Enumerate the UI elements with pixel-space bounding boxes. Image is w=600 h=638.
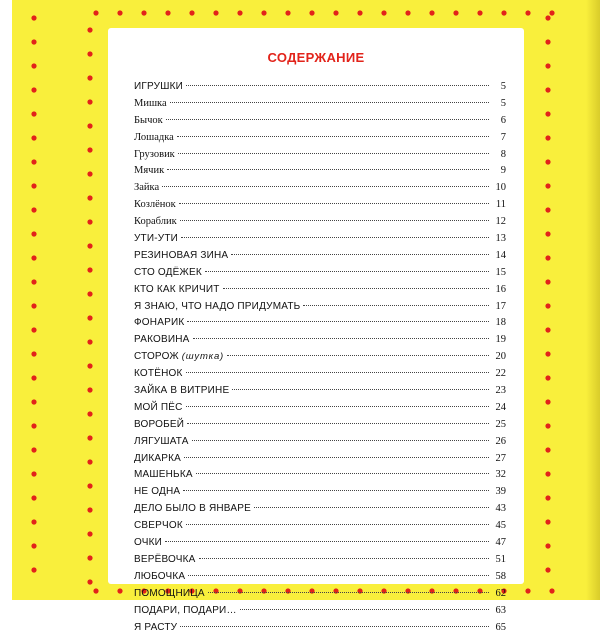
toc-entry-label: РЕЗИНОВАЯ ЗИНА bbox=[134, 250, 228, 261]
border-dot bbox=[31, 495, 36, 500]
border-dot bbox=[213, 10, 218, 15]
toc-page-number: 43 bbox=[492, 503, 506, 514]
border-dot bbox=[93, 10, 98, 15]
border-dot bbox=[165, 10, 170, 15]
toc-entry-title bbox=[134, 149, 175, 160]
border-dot bbox=[545, 327, 550, 332]
border-dot bbox=[87, 459, 92, 464]
toc-entry-label: ЛЮБОЧКА bbox=[134, 571, 185, 582]
border-dot bbox=[357, 10, 362, 15]
toc-entry bbox=[134, 486, 506, 503]
toc-entry bbox=[134, 334, 506, 351]
toc-page-number: 14 bbox=[492, 250, 506, 261]
toc-entry-label: Мячик bbox=[134, 165, 164, 176]
toc-page-number: 13 bbox=[492, 233, 506, 244]
border-dot bbox=[285, 10, 290, 15]
toc-entry-label: Лошадка bbox=[134, 132, 174, 143]
border-dot bbox=[87, 435, 92, 440]
dot-leader bbox=[187, 321, 489, 322]
toc-entry-title bbox=[134, 301, 300, 312]
toc-entry bbox=[134, 98, 506, 115]
toc-entry-title bbox=[134, 317, 184, 328]
toc-page-number: 39 bbox=[492, 486, 506, 497]
toc-entry bbox=[134, 149, 506, 166]
border-dot bbox=[87, 531, 92, 536]
toc-entry-title bbox=[134, 469, 193, 480]
toc-entry-note: (шутка) bbox=[182, 351, 224, 362]
toc-page-number: 27 bbox=[492, 453, 506, 464]
border-dot bbox=[117, 588, 122, 593]
border-dot bbox=[87, 267, 92, 272]
toc-entry-label: ФОНАРИК bbox=[134, 317, 184, 328]
border-dot bbox=[31, 303, 36, 308]
border-dot bbox=[501, 10, 506, 15]
border-dot bbox=[87, 339, 92, 344]
dot-leader bbox=[232, 389, 489, 390]
dot-leader bbox=[231, 254, 489, 255]
toc-entry-label: КОТЁНОК bbox=[134, 368, 183, 379]
toc-entry-label: КТО КАК КРИЧИТ bbox=[134, 284, 220, 295]
toc-entry-title bbox=[134, 233, 178, 244]
dot-leader bbox=[227, 355, 489, 356]
toc-page-number: 51 bbox=[492, 554, 506, 565]
dot-leader bbox=[183, 490, 489, 491]
border-dot bbox=[545, 15, 550, 20]
toc-entry-label: Кораблик bbox=[134, 216, 177, 227]
dot-leader bbox=[223, 288, 489, 289]
dot-leader bbox=[181, 237, 489, 238]
border-dot bbox=[117, 10, 122, 15]
toc-entry bbox=[134, 469, 506, 486]
border-dot bbox=[87, 75, 92, 80]
border-dot bbox=[261, 10, 266, 15]
border-dot bbox=[87, 363, 92, 368]
border-dot bbox=[31, 543, 36, 548]
toc-entry-title bbox=[134, 385, 229, 396]
border-dot bbox=[31, 279, 36, 284]
border-dot bbox=[545, 63, 550, 68]
toc-entry-label: Бычок bbox=[134, 115, 163, 126]
toc-entry-label: Зайка bbox=[134, 182, 159, 193]
toc-page-number: 16 bbox=[492, 284, 506, 295]
toc-entry-label: Грузовик bbox=[134, 149, 175, 160]
dot-leader bbox=[186, 372, 490, 373]
contents-panel bbox=[108, 28, 524, 584]
dot-leader bbox=[177, 136, 489, 137]
toc-page-number: 45 bbox=[492, 520, 506, 531]
toc-entry bbox=[134, 453, 506, 470]
toc-page-number: 19 bbox=[492, 334, 506, 345]
border-dot bbox=[87, 171, 92, 176]
toc-entry-title bbox=[134, 588, 205, 599]
toc-entry-title bbox=[134, 622, 177, 633]
toc-entry-title bbox=[134, 520, 183, 531]
border-dot bbox=[453, 10, 458, 15]
toc-entry bbox=[134, 605, 506, 622]
toc-entry-label: ВЕРЁВОЧКА bbox=[134, 554, 196, 565]
toc-entry bbox=[134, 81, 506, 98]
dot-leader bbox=[192, 440, 489, 441]
border-dot bbox=[545, 567, 550, 572]
toc-entry-label: ИГРУШКИ bbox=[134, 81, 183, 92]
border-dot bbox=[87, 99, 92, 104]
border-dot bbox=[545, 495, 550, 500]
toc-entry-title bbox=[134, 250, 228, 261]
border-dot bbox=[31, 519, 36, 524]
toc-entry-title bbox=[134, 554, 196, 565]
toc-entry bbox=[134, 267, 506, 284]
toc-entry-title bbox=[134, 453, 181, 464]
toc-entry bbox=[134, 554, 506, 571]
toc-entry-title bbox=[134, 115, 163, 126]
border-dot bbox=[87, 147, 92, 152]
toc-entry bbox=[134, 233, 506, 250]
border-dot bbox=[87, 243, 92, 248]
toc-entry bbox=[134, 317, 506, 334]
dot-leader bbox=[167, 169, 489, 170]
border-dot bbox=[381, 10, 386, 15]
border-dot bbox=[545, 303, 550, 308]
toc-entry bbox=[134, 250, 506, 267]
border-dot bbox=[87, 123, 92, 128]
border-dot bbox=[477, 10, 482, 15]
border-dot bbox=[31, 63, 36, 68]
toc-entry bbox=[134, 537, 506, 554]
toc-entry bbox=[134, 622, 506, 638]
toc-entry-label: СТОРОЖ bbox=[134, 351, 179, 362]
border-dot bbox=[525, 588, 530, 593]
toc-entry-label: МОЙ ПЁС bbox=[134, 402, 183, 413]
dot-leader bbox=[208, 592, 489, 593]
toc-page-number: 62 bbox=[492, 588, 506, 599]
toc-entry-label: Я ЗНАЮ, ЧТО НАДО ПРИДУМАТЬ bbox=[134, 301, 300, 312]
border-dot bbox=[545, 135, 550, 140]
toc-entry bbox=[134, 571, 506, 588]
border-dot bbox=[87, 411, 92, 416]
border-dot bbox=[237, 10, 242, 15]
border-dot bbox=[31, 255, 36, 260]
border-dot bbox=[545, 231, 550, 236]
border-dot bbox=[429, 10, 434, 15]
toc-entry-label: Мишка bbox=[134, 98, 167, 109]
toc-entry-title bbox=[134, 182, 159, 193]
border-dot bbox=[31, 87, 36, 92]
dot-leader bbox=[196, 473, 489, 474]
toc-page-number: 58 bbox=[492, 571, 506, 582]
border-dot bbox=[31, 375, 36, 380]
border-dot bbox=[545, 279, 550, 284]
dot-leader bbox=[205, 271, 489, 272]
dot-leader bbox=[170, 102, 489, 103]
toc-entry bbox=[134, 199, 506, 216]
toc-entry-label: НЕ ОДНА bbox=[134, 486, 180, 497]
border-dot bbox=[31, 423, 36, 428]
toc-entry-title bbox=[134, 98, 167, 109]
toc-entry-label: ОЧКИ bbox=[134, 537, 162, 548]
toc-page-number: 6 bbox=[492, 115, 506, 126]
border-dot bbox=[31, 39, 36, 44]
border-dot bbox=[87, 51, 92, 56]
dot-leader bbox=[240, 609, 489, 610]
border-dot bbox=[87, 387, 92, 392]
toc-page-number: 22 bbox=[492, 368, 506, 379]
toc-entry bbox=[134, 132, 506, 149]
toc-entry-label: СВЕРЧОК bbox=[134, 520, 183, 531]
border-dot bbox=[405, 10, 410, 15]
toc-entry-label: ДЕЛО БЫЛО В ЯНВАРЕ bbox=[134, 503, 251, 514]
border-dot bbox=[549, 10, 554, 15]
border-dot bbox=[87, 483, 92, 488]
toc-page-number: 25 bbox=[492, 419, 506, 430]
dot-leader bbox=[254, 507, 489, 508]
border-dot bbox=[31, 351, 36, 356]
toc-entry-label: ЛЯГУШАТА bbox=[134, 436, 189, 447]
toc-entry bbox=[134, 503, 506, 520]
border-dot bbox=[545, 471, 550, 476]
toc-entry bbox=[134, 351, 506, 368]
table-of-contents bbox=[134, 81, 506, 638]
dot-leader bbox=[199, 558, 489, 559]
border-dot bbox=[525, 10, 530, 15]
toc-page-number: 65 bbox=[492, 622, 506, 633]
toc-page-number: 11 bbox=[492, 199, 506, 210]
border-dot bbox=[309, 10, 314, 15]
border-dot bbox=[31, 567, 36, 572]
border-dot bbox=[545, 375, 550, 380]
toc-entry-title bbox=[134, 284, 220, 295]
toc-entry-title bbox=[134, 503, 251, 514]
page-title: СОДЕРЖАНИЕ bbox=[108, 50, 524, 65]
toc-entry bbox=[134, 436, 506, 453]
border-dot bbox=[545, 255, 550, 260]
toc-entry-title bbox=[134, 402, 183, 413]
dot-leader bbox=[188, 575, 489, 576]
toc-entry-label: УТИ-УТИ bbox=[134, 233, 178, 244]
toc-page-number: 15 bbox=[492, 267, 506, 278]
toc-entry bbox=[134, 301, 506, 318]
border-dot bbox=[87, 195, 92, 200]
border-dot bbox=[87, 219, 92, 224]
toc-entry-label: ПОДАРИ, ПОДАРИ… bbox=[134, 605, 237, 616]
toc-page-number: 18 bbox=[492, 317, 506, 328]
toc-page-number: 5 bbox=[492, 81, 506, 92]
toc-page-number: 7 bbox=[492, 132, 506, 143]
dot-leader bbox=[180, 220, 489, 221]
border-dot bbox=[31, 231, 36, 236]
border-dot bbox=[545, 159, 550, 164]
border-dot bbox=[545, 519, 550, 524]
toc-entry-label: Козлёнок bbox=[134, 199, 176, 210]
dot-leader bbox=[186, 85, 489, 86]
dot-leader bbox=[187, 423, 489, 424]
border-dot bbox=[545, 87, 550, 92]
dot-leader bbox=[193, 338, 489, 339]
toc-entry bbox=[134, 385, 506, 402]
toc-entry-label: ПОМОЩНИЦА bbox=[134, 588, 205, 599]
dot-leader bbox=[166, 119, 489, 120]
toc-entry-title bbox=[134, 436, 189, 447]
toc-page-number: 47 bbox=[492, 537, 506, 548]
border-dot bbox=[545, 111, 550, 116]
toc-entry bbox=[134, 182, 506, 199]
border-dot bbox=[31, 399, 36, 404]
toc-entry-label: МАШЕНЬКА bbox=[134, 469, 193, 480]
toc-entry-label: ВОРОБЕЙ bbox=[134, 419, 184, 430]
toc-entry-title bbox=[134, 486, 180, 497]
border-dot bbox=[87, 579, 92, 584]
toc-entry-label: ЗАЙКА В ВИТРИНЕ bbox=[134, 385, 229, 396]
border-dot bbox=[545, 183, 550, 188]
dot-leader bbox=[186, 524, 489, 525]
dot-leader bbox=[179, 203, 489, 204]
toc-entry bbox=[134, 588, 506, 605]
border-dot bbox=[545, 207, 550, 212]
border-dot bbox=[93, 588, 98, 593]
border-dot bbox=[31, 159, 36, 164]
dot-leader bbox=[303, 305, 489, 306]
border-dot bbox=[31, 183, 36, 188]
dot-leader bbox=[162, 186, 489, 187]
toc-entry bbox=[134, 216, 506, 233]
toc-entry bbox=[134, 165, 506, 182]
toc-entry-title bbox=[134, 165, 164, 176]
dot-leader bbox=[180, 626, 489, 627]
toc-entry bbox=[134, 419, 506, 436]
border-dot bbox=[545, 543, 550, 548]
dot-leader bbox=[186, 406, 489, 407]
toc-entry-title bbox=[134, 605, 237, 616]
toc-entry-title bbox=[134, 267, 202, 278]
border-dot bbox=[87, 507, 92, 512]
toc-entry-title bbox=[134, 351, 224, 362]
border-dot bbox=[87, 315, 92, 320]
toc-page-number: 8 bbox=[492, 149, 506, 160]
toc-page-number: 20 bbox=[492, 351, 506, 362]
border-dot bbox=[87, 555, 92, 560]
border-dot bbox=[141, 10, 146, 15]
toc-page-number: 32 bbox=[492, 469, 506, 480]
border-dot bbox=[31, 207, 36, 212]
toc-page-number: 10 bbox=[492, 182, 506, 193]
dot-leader bbox=[165, 541, 489, 542]
toc-entry-title bbox=[134, 334, 190, 345]
toc-entry-title bbox=[134, 216, 177, 227]
toc-entry-title bbox=[134, 199, 176, 210]
border-dot bbox=[545, 39, 550, 44]
toc-page-number: 23 bbox=[492, 385, 506, 396]
border-dot bbox=[545, 351, 550, 356]
toc-entry-title bbox=[134, 81, 183, 92]
dot-leader bbox=[178, 153, 489, 154]
border-dot bbox=[189, 10, 194, 15]
toc-page-number: 5 bbox=[492, 98, 506, 109]
border-dot bbox=[87, 291, 92, 296]
toc-entry-label: Я РАСТУ bbox=[134, 622, 177, 633]
border-dot bbox=[333, 10, 338, 15]
toc-page-number: 12 bbox=[492, 216, 506, 227]
border-dot bbox=[31, 327, 36, 332]
toc-entry bbox=[134, 115, 506, 132]
dot-leader bbox=[184, 457, 489, 458]
toc-entry-label: ДИКАРКА bbox=[134, 453, 181, 464]
toc-entry-title bbox=[134, 132, 174, 143]
toc-entry-title bbox=[134, 419, 184, 430]
toc-page-number: 63 bbox=[492, 605, 506, 616]
border-dot bbox=[31, 135, 36, 140]
toc-entry-title bbox=[134, 368, 183, 379]
toc-page-number: 24 bbox=[492, 402, 506, 413]
toc-entry-label: СТО ОДЁЖЕК bbox=[134, 267, 202, 278]
toc-page-number: 17 bbox=[492, 301, 506, 312]
toc-entry bbox=[134, 402, 506, 419]
toc-page-number: 9 bbox=[492, 165, 506, 176]
border-dot bbox=[545, 447, 550, 452]
toc-entry bbox=[134, 368, 506, 385]
toc-entry-label: РАКОВИНА bbox=[134, 334, 190, 345]
toc-entry bbox=[134, 520, 506, 537]
border-dot bbox=[31, 447, 36, 452]
border-dot bbox=[31, 471, 36, 476]
border-dot bbox=[545, 423, 550, 428]
border-dot bbox=[31, 15, 36, 20]
toc-entry-title bbox=[134, 537, 162, 548]
toc-entry-title bbox=[134, 571, 185, 582]
border-dot bbox=[545, 399, 550, 404]
border-dot bbox=[31, 111, 36, 116]
border-dot bbox=[549, 588, 554, 593]
toc-page-number: 26 bbox=[492, 436, 506, 447]
toc-entry bbox=[134, 284, 506, 301]
border-dot bbox=[87, 27, 92, 32]
